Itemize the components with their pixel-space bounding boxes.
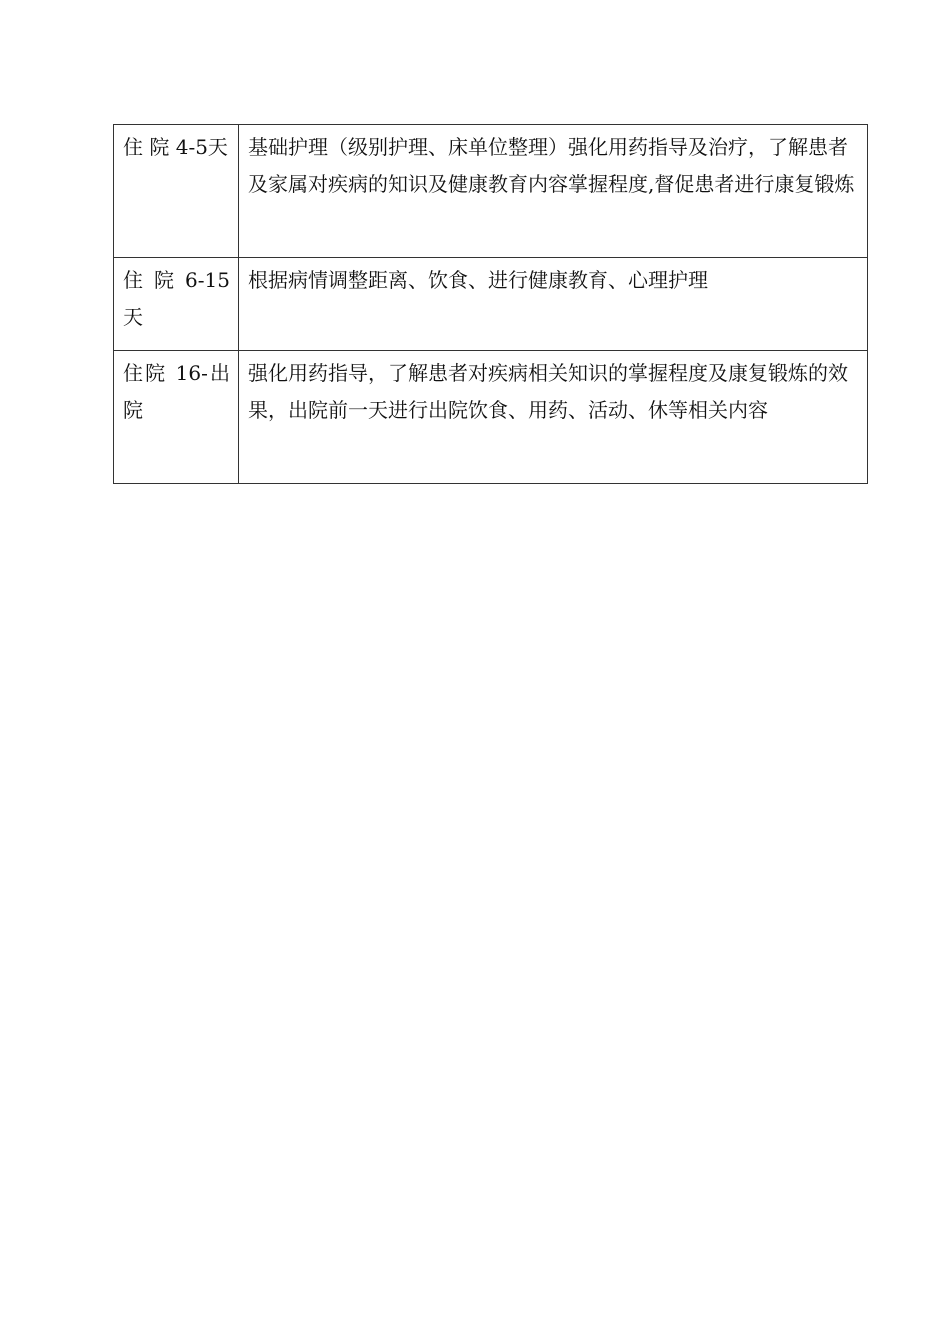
content-cell: 基础护理（级别护理、床单位整理）强化用药指导及治疗，了解患者及家属对疾病的知识及健康教育内容掌握程度,督促患者进行康复锻炼 <box>239 125 868 258</box>
stage-cell: 住 院 4-5天 <box>114 125 239 258</box>
stage-cell: 住院 16-出院 <box>114 351 239 484</box>
content-cell: 强化用药指导，了解患者对疾病相关知识的掌握程度及康复锻炼的效果，出院前一天进行出院饮食、用药、活动、休等相关内容 <box>239 351 868 484</box>
table-row <box>114 125 868 258</box>
nursing-plan-table <box>113 124 868 484</box>
table-row <box>114 351 868 484</box>
table-row <box>114 258 868 351</box>
stage-cell: 住 院 6-15天 <box>114 258 239 351</box>
content-cell: 根据病情调整距离、饮食、进行健康教育、心理护理 <box>239 258 868 351</box>
